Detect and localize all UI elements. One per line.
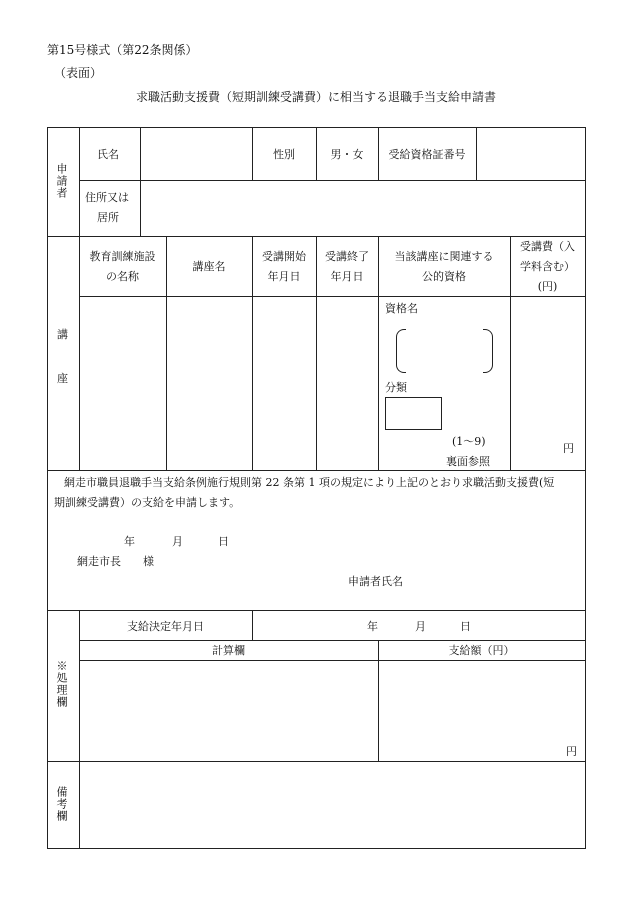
decision-year: 年 [367,620,378,633]
statement-line1: 網走市職員退職手当支給条例施行規則第 22 条第 1 項の規定により上記のとおり求職活動支援費(短 [64,476,555,489]
reverse-side-note: 裏面参照 [446,455,490,468]
col-fee-line1: 受講費（入 [520,240,575,253]
col-course-name: 講座名 [192,260,226,273]
address-field[interactable] [141,181,584,236]
course-name-field[interactable] [167,297,251,469]
facility-field[interactable] [80,297,165,469]
gender-label: 性別 [273,148,295,161]
category-label: 分類 [385,381,407,394]
form-side: （表面） [54,66,103,80]
start-date-field[interactable] [253,297,315,469]
fee-yen-unit: 円 [563,442,574,455]
col-end-line1: 受講終了 [325,250,369,263]
col-start-line2: 年月日 [267,270,301,283]
course-section-label-2: 座 [57,372,68,385]
course-section-label-1: 講 [57,328,68,341]
address-label-line2: 居所 [97,211,119,224]
amount-yen-unit: 円 [566,745,577,758]
calc-column-label: 計算欄 [212,644,245,657]
amount-field[interactable] [379,661,584,760]
cert-number-field[interactable] [477,128,584,180]
statement-month: 月 [172,535,183,548]
applicant-name-label: 申請者氏名 [348,575,403,588]
category-field[interactable] [385,397,442,430]
applicant-signature-field[interactable] [410,570,580,592]
col-fee-line2: 学料含む） [520,260,575,273]
bracket-right [483,329,493,373]
qual-name-label: 資格名 [385,302,418,315]
applicant-section-label: 申請者 [55,163,68,199]
processing-section-label: ※処理欄 [55,660,68,708]
col-qual-line1: 当該講座に関連する [394,250,494,263]
col-fee-line3: (円) [537,280,558,293]
statement-day: 日 [218,535,229,548]
cert-number-label: 受給資格証番号 [388,148,466,161]
decision-month: 月 [415,620,426,633]
address-label-line1: 住所又は [85,191,129,204]
col-start-line1: 受講開始 [262,250,306,263]
calc-field[interactable] [80,661,377,760]
name-field[interactable] [141,128,251,180]
col-end-line2: 年月日 [330,270,364,283]
name-label: 氏名 [97,148,119,161]
col-facility-line2: の名称 [106,270,139,283]
remarks-field[interactable] [80,762,584,847]
form-number: 第15号様式（第22条関係） [47,43,198,57]
addressee: 網走市長 様 [77,555,154,568]
statement-line2: 期訓練受講費）の支給を申請します。 [54,496,241,509]
decision-date-label: 支給決定年月日 [127,620,204,633]
col-facility-line1: 教育訓練施設 [89,250,156,263]
qual-name-field[interactable] [408,331,481,371]
remarks-section-label: 備考欄 [55,786,68,822]
category-range-note: (1～9) [452,435,486,448]
gender-options[interactable]: 男・女 [330,148,364,161]
amount-column-label: 支給額（円） [448,644,515,657]
bracket-left [396,329,406,373]
statement-year: 年 [124,535,135,548]
end-date-field[interactable] [317,297,377,469]
col-qual-line2: 公的資格 [422,270,466,283]
decision-day: 日 [460,620,471,633]
form-title: 求職活動支援費（短期訓練受講費）に相当する退職手当支給申請書 [135,90,496,104]
